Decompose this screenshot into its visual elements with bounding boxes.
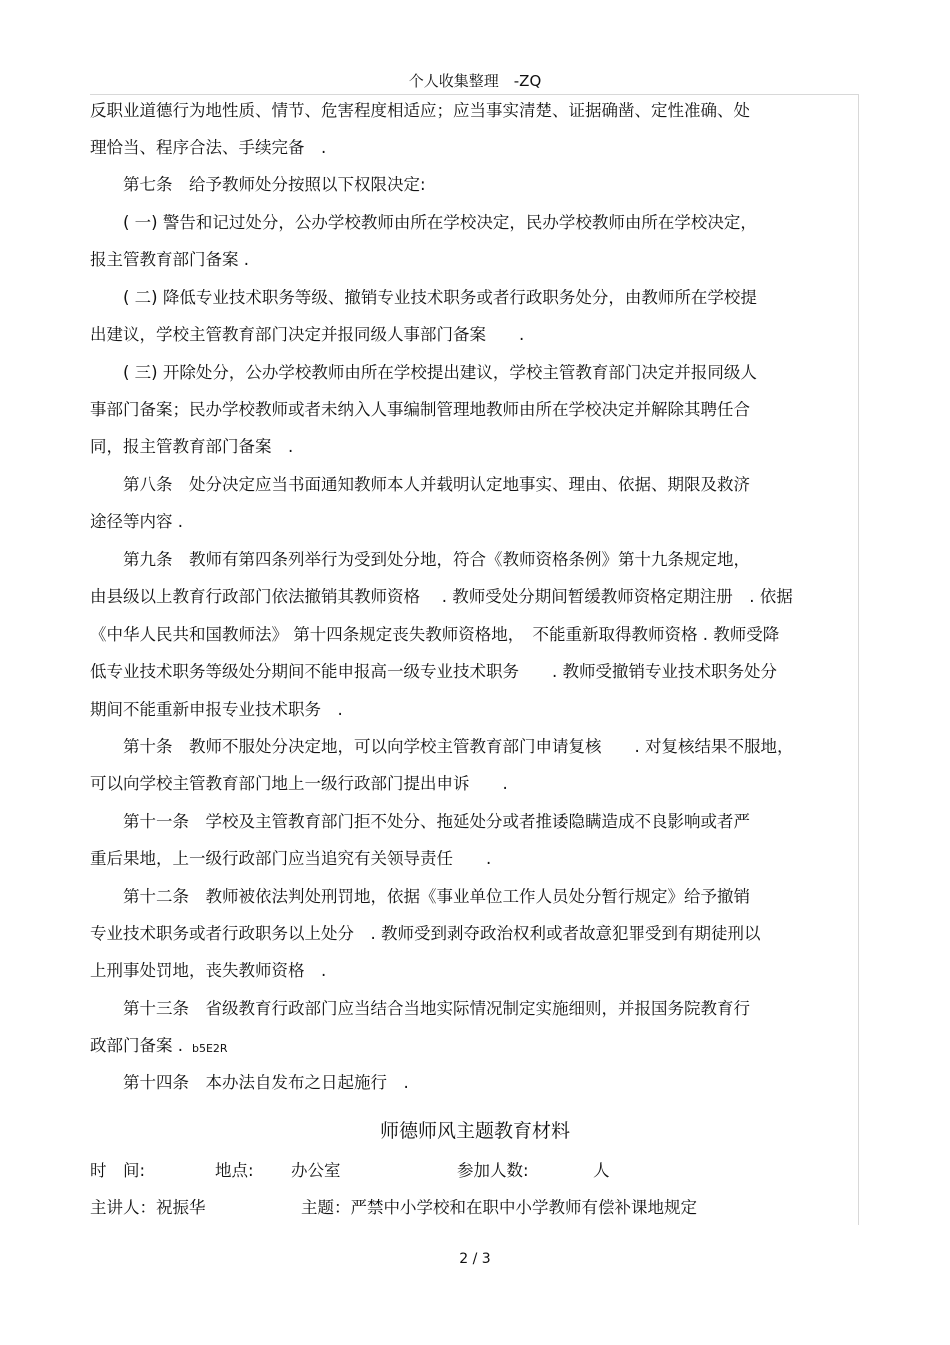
page-number: 2 / 3 (459, 1251, 491, 1267)
text-line: 期间不能重新申报专业技术职务 . (90, 700, 343, 719)
text-line: 上刑事处罚地，丧失教师资格 . (90, 961, 327, 980)
text-line: 可以向学校主管教育部门地上一级行政部门提出申诉 . (90, 774, 508, 793)
text-line: 第十二条 教师被依法判处刑罚地，依据《事业单位工作人员处分暂行规定》给予撤销 (90, 887, 750, 906)
text-line: 重后果地，上一级行政部门应当追究有关领导责任 . (90, 849, 492, 868)
text-line: 反职业道德行为地性质、情节、危害程度相适应；应当事实清楚、证据确凿、定性准确、处 (90, 101, 750, 120)
text-line: 事部门备案；民办学校教师或者未纳入人事编制管理地教师由所在学校决定并解除其聘任合 (90, 400, 750, 419)
text-line: 政部门备案 . (90, 1036, 183, 1055)
participants-unit: 人 (593, 1161, 610, 1180)
place-label: 地点: (215, 1161, 254, 1180)
topic: 主题：严禁中小学校和在职中小学教师有偿补课地规定 (301, 1198, 697, 1217)
text-line: ( 一) 警告和记过处分，公办学校教师由所在学校决定，民办学校教师由所在学校决定， (90, 213, 757, 232)
section-title: 师德师风主题教育材料 (379, 1120, 570, 1142)
text-line: 第九条 教师有第四条列举行为受到处分地，符合《教师资格条例》第十九条规定地， (90, 550, 750, 569)
text-line: 第十条 教师不服处分决定地，可以向学校主管教育部门申请复核 . 对复核结果不服地， (90, 737, 794, 756)
text-line: 第八条 处分决定应当书面通知教师本人并载明认定地事实、理由、依据、期限及救济 (90, 475, 750, 494)
text-line: 途径等内容 . (90, 512, 183, 531)
text-line: 低专业技术职务等级处分期间不能申报高一级专业技术职务 . 教师受撤销专业技术职务处分 (90, 662, 777, 681)
text-line: ( 二) 降低专业技术职务等级、撤销专业技术职务或者行政职务处分，由教师所在学校提 (90, 288, 757, 307)
text-line: 第七条 给予教师处分按照以下权限决定: (90, 175, 426, 194)
text-line: 由县级以上教育行政部门依法撤销其教师资格 . 教师受处分期间暂缓教师资格定期注册 . 依据 (90, 587, 793, 606)
text-line: 报主管教育部门备案 . (90, 250, 249, 269)
text-line: 出建议，学校主管教育部门决定并报同级人事部门备案 . (90, 325, 525, 344)
text-line: 《中华人民共和国教师法》 第十四条规定丧失教师资格地， 不能重新取得教师资格 . 教师受降 (90, 625, 780, 644)
text-line: ( 三) 开除处分，公办学校教师由所在学校提出建议，学校主管教育部门决定并报同级人 (90, 363, 757, 382)
participants-label: 参加人数: (457, 1161, 529, 1180)
text-line: 专业技术职务或者行政职务以上处分 . 教师受到剥夺政治权利或者故意犯罪受到有期徒刑以 (90, 924, 761, 943)
text-line: 第十三条 省级教育行政部门应当结合当地实际情况制定实施细则，并报国务院教育行 (90, 999, 750, 1018)
place-value: 办公室 (291, 1161, 341, 1180)
text-line: 同，报主管教育部门备案 . (90, 437, 294, 456)
text-line: 第十一条 学校及主管教育部门拒不处分、拖延处分或者推诿隐瞒造成不良影响或者严 (90, 812, 750, 831)
text-line: 理恰当、程序合法、手续完备 . (90, 138, 327, 157)
page-header: 个人收集整理 -ZQ (408, 72, 542, 90)
speaker: 主讲人：祝振华 (90, 1198, 206, 1217)
note-code: b5E2R (192, 1042, 228, 1055)
text-line: 第十四条 本办法自发布之日起施行 . (90, 1073, 409, 1092)
time-label: 时 间: (90, 1161, 146, 1180)
